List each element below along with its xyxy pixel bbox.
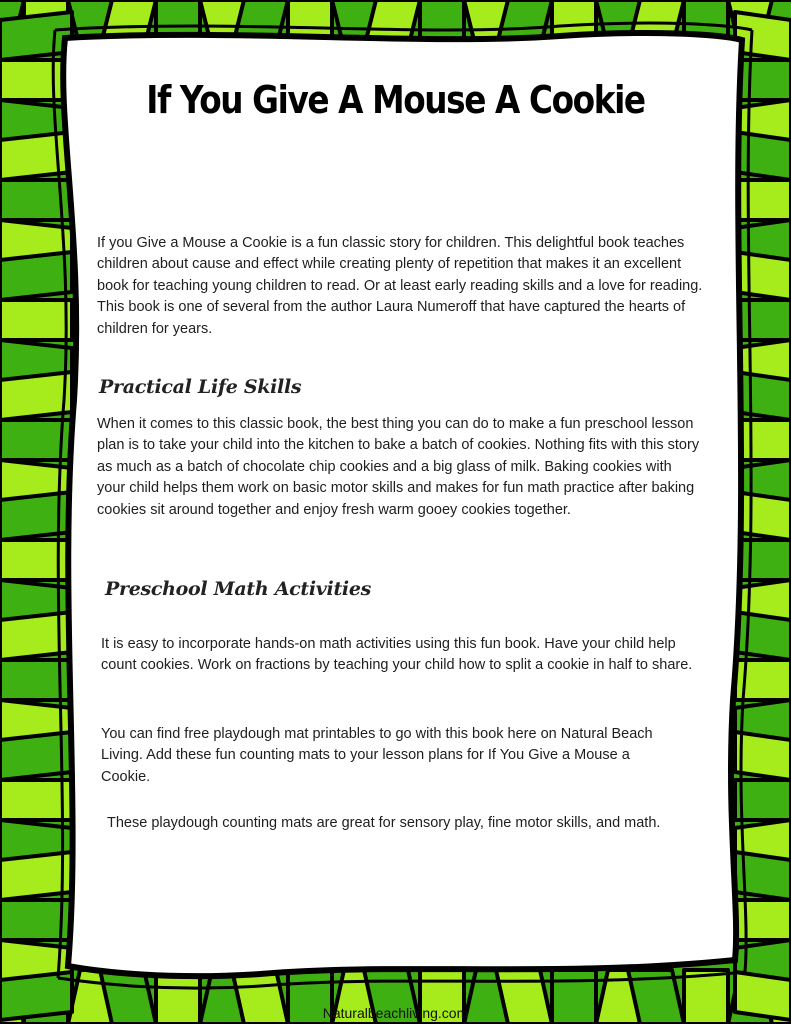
playdough-printables-paragraph: You can find free playdough mat printables to go with this book here on Natural Beach Living. Add these fun counting mats to your lesson plans for If You Give a Mouse a Cookie. <box>101 726 653 785</box>
practical-life-skills-paragraph: When it comes to this classic book, the best thing you can do to make a fun preschool lesson plan is to take your child into the kitchen to bake a batch of cookies. Nothing fits with this story as much as a batch of chocolate chip cookies and a big glass of milk. Baking cookies with your child helps them work on basic motor skills and makes for fun math practice after baking cookies sit around together and enjoy fresh warm gooey cookies together. <box>97 416 700 518</box>
math-activities-paragraph: It is easy to incorporate hands-on math activities using this fun book. Have your child help count cookies. Work on fractions by teaching your child how to split a cookie in half to share. <box>101 636 693 674</box>
intro-paragraph: If you Give a Mouse a Cookie is a fun classic story for children. This delightful book teaches children about cause and effect while creating plenty of repetition that makes it an excellent book for teaching young children to read. Or at least early reading skills and a love for reading. This book is one of several from the author Laura Numeroff that have captured the hearts of children for years. <box>97 235 703 337</box>
section-heading-preschool-math: Preschool Math Activities <box>105 578 372 600</box>
section-heading-practical-life-skills: Practical Life Skills <box>99 376 302 398</box>
footer-website: Naturalbeachliving.com <box>322 1005 469 1021</box>
counting-mats-paragraph: These playdough counting mats are great for sensory play, fine motor skills, and math. <box>107 815 661 831</box>
page-title: If You Give A Mouse A Cookie <box>146 78 645 122</box>
